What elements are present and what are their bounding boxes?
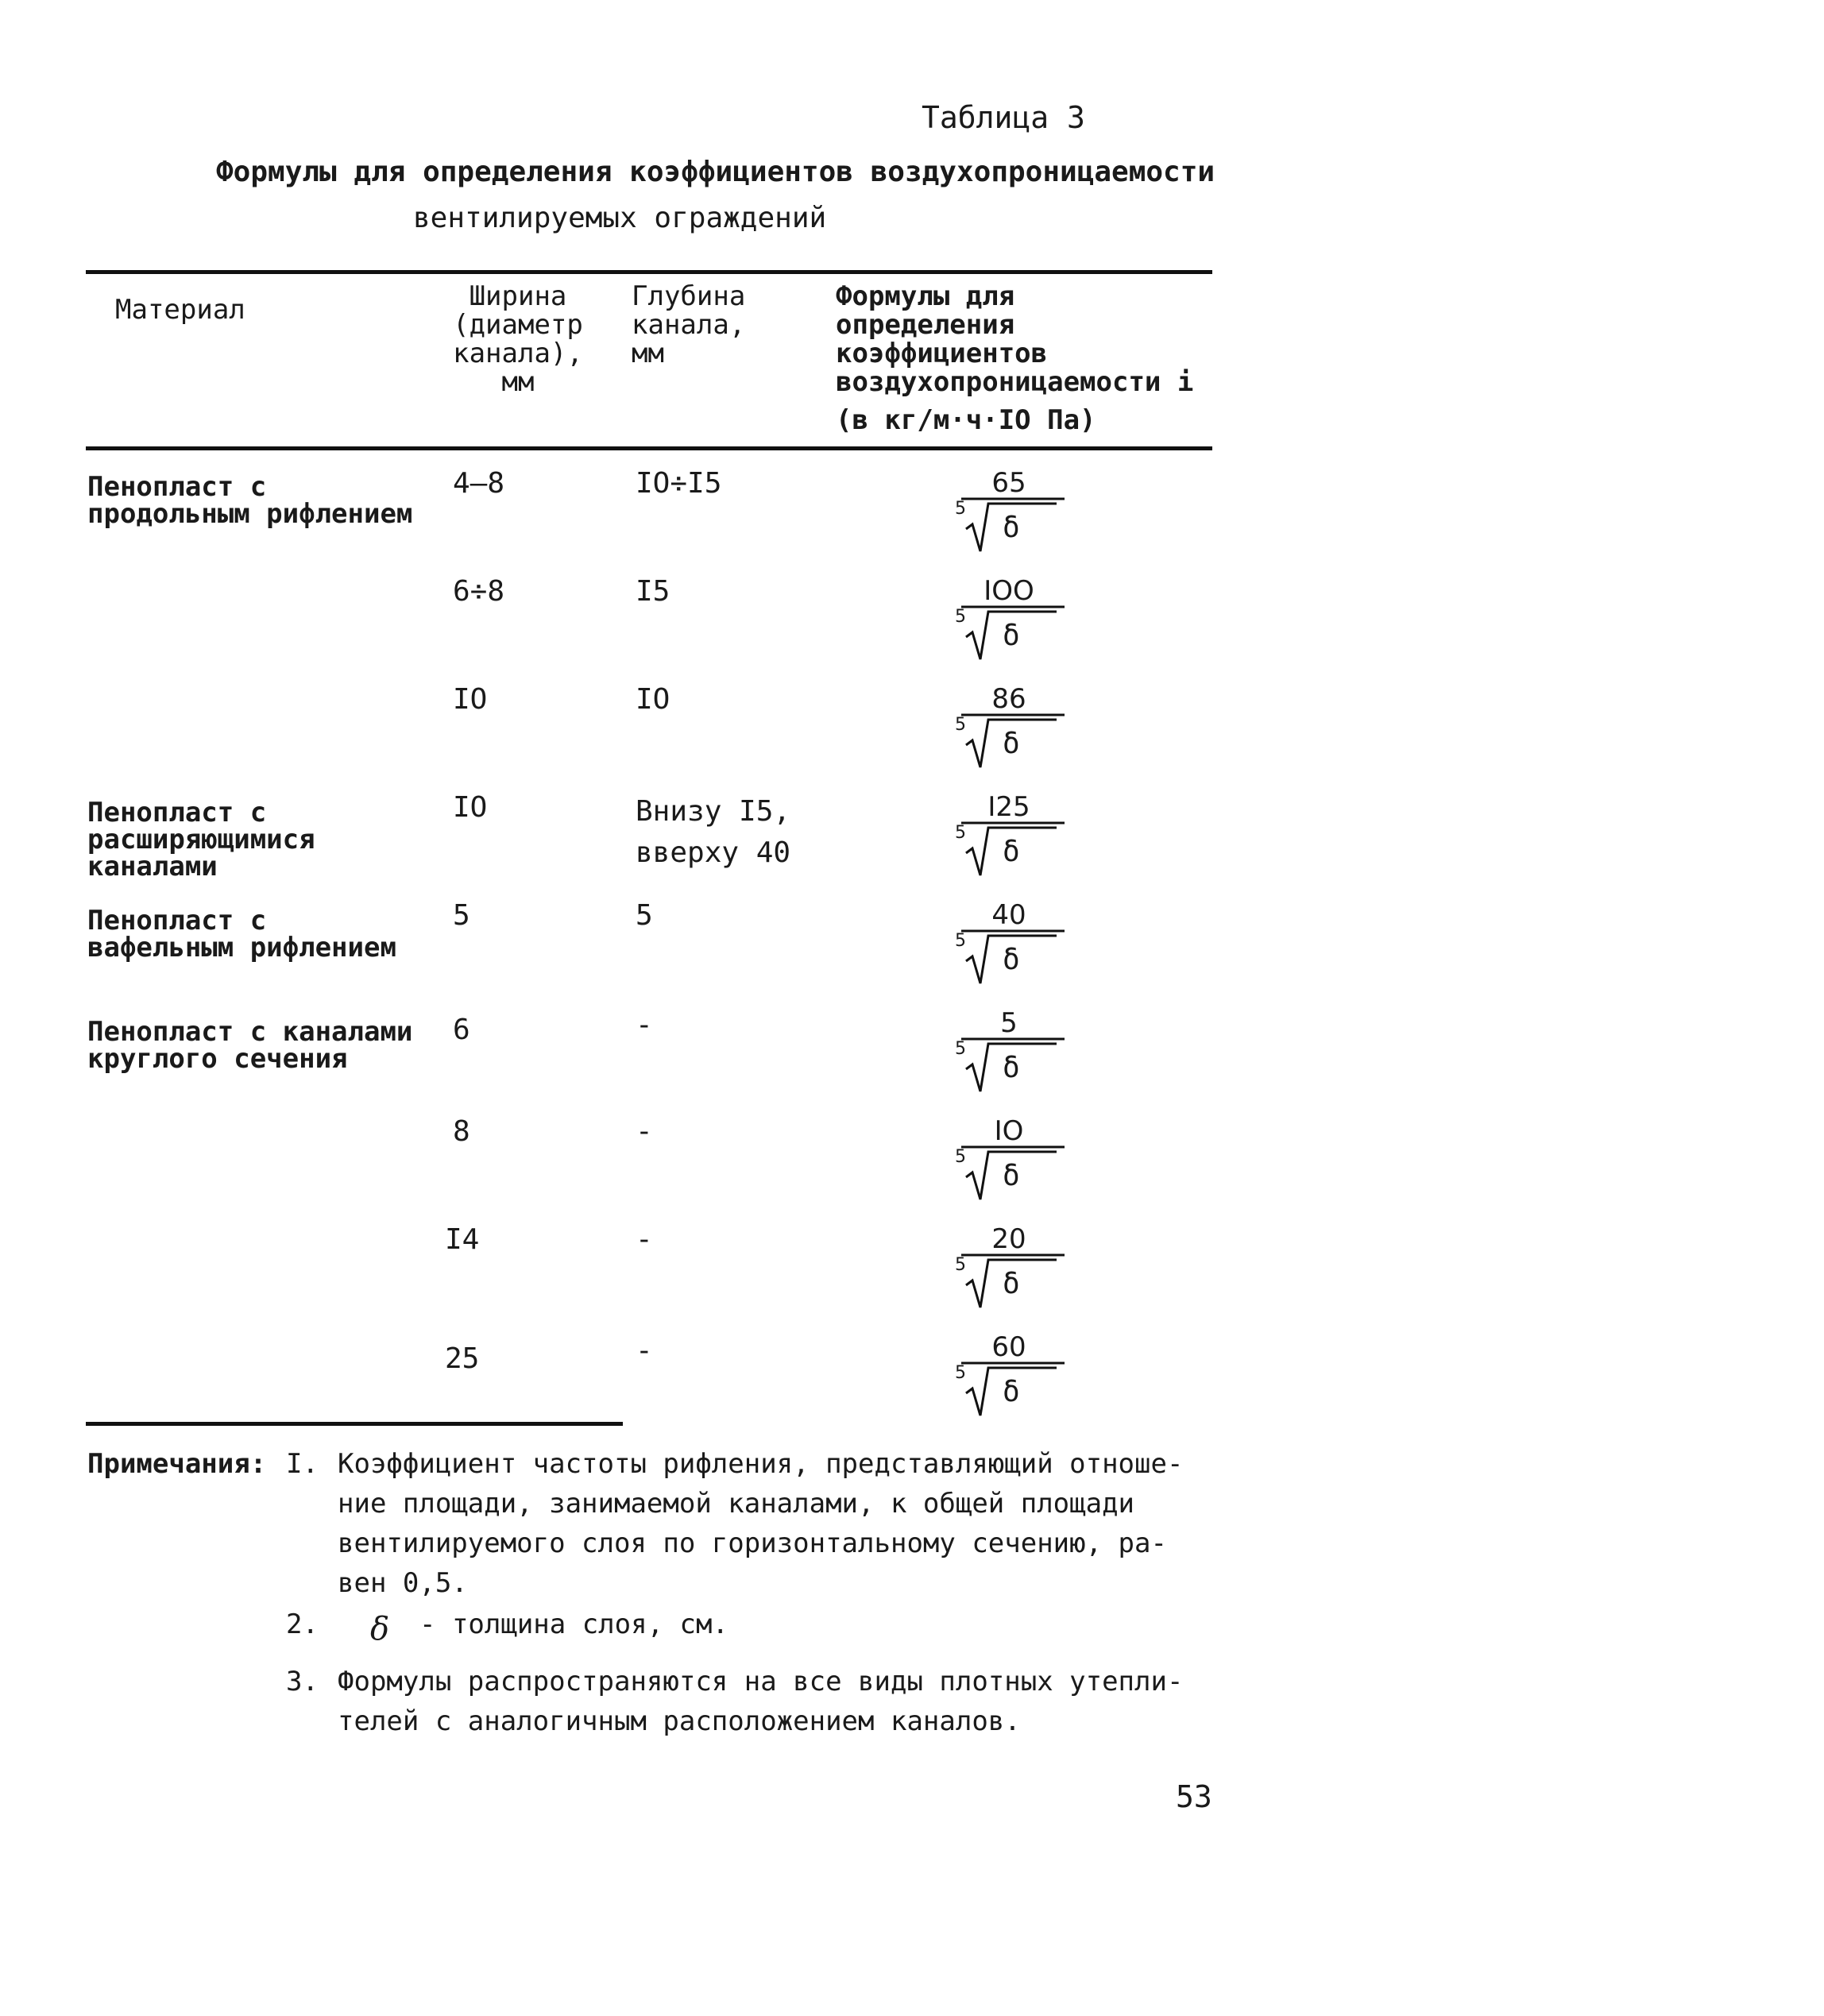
depth-cell: Внизу I5, вверху 40 (636, 795, 791, 869)
formula-numerator: IO (994, 1115, 1024, 1147)
formula-cell (955, 575, 1088, 678)
table-label: Таблица 3 (922, 100, 1085, 135)
radicand: δ (1003, 1268, 1020, 1300)
root-index: 5 (955, 499, 966, 519)
material-cell: Пенопласт с расширяющимися каналами (87, 797, 315, 882)
note-2-text: - толщина слоя, см. (419, 1609, 728, 1640)
width-cell: 6 (453, 1014, 470, 1046)
radicand: δ (1003, 1376, 1020, 1408)
formula-numerator: 86 (991, 683, 1026, 715)
root-index: 5 (955, 607, 966, 627)
formula-cell (955, 1223, 1088, 1327)
depth-cell: - (636, 1009, 653, 1041)
formula-numerator: 60 (991, 1331, 1026, 1363)
formula-cell (955, 467, 1088, 570)
radicand: δ (1003, 836, 1020, 868)
header-formula-unit: (в кг/м·ч·IO Па) (836, 404, 1096, 436)
depth-cell: 5 (636, 899, 653, 932)
note-1-line2: ние площади, занимаемой каналами, к общей площади (338, 1488, 1135, 1520)
material-cell: Пенопласт с вафельным рифлением (87, 905, 396, 964)
radicand: δ (1003, 1052, 1020, 1084)
formula-cell (955, 1007, 1088, 1110)
header-formula-text: Формулы для определения коэффициентов воздухопроницаемости i (836, 280, 1194, 398)
root-index: 5 (955, 931, 966, 951)
formula-numerator: 5 (1000, 1007, 1018, 1039)
root-index: 5 (955, 715, 966, 735)
header-depth: Глубина канала, мм (632, 280, 746, 369)
note-2-symbol: δ (370, 1611, 390, 1647)
formula-numerator: 40 (991, 899, 1026, 931)
table-bottom-rule (86, 1422, 623, 1426)
radicand: δ (1003, 728, 1020, 760)
formula-numerator: I25 (987, 791, 1030, 823)
width-cell: 4–8 (453, 467, 505, 500)
header-material: Материал (115, 294, 245, 326)
radicand: δ (1003, 944, 1020, 976)
note-3-line1: Формулы распространяются на все виды плотных утепли- (338, 1666, 1184, 1697)
formula-cell (955, 899, 1088, 1002)
note-1-number: I. (286, 1448, 319, 1480)
width-cell: IO (453, 683, 488, 716)
formula-numerator: 65 (991, 467, 1026, 499)
formula-cell (955, 1115, 1088, 1218)
formula-cell (955, 683, 1088, 786)
note-1-line1: Коэффициент частоты рифления, представляющий отноше- (338, 1448, 1184, 1480)
radicand: δ (1003, 620, 1020, 652)
header-bottom-rule (86, 446, 1212, 450)
formula-numerator: 20 (991, 1223, 1026, 1255)
note-2-number: 2. (286, 1609, 319, 1640)
root-index: 5 (955, 1255, 966, 1275)
radicand: δ (1003, 1160, 1020, 1192)
table-title-line1: Формулы для определения коэффициентов воздухопроницаемости (216, 156, 1215, 188)
depth-cell: - (636, 1334, 653, 1367)
header-width: Ширина (диаметр канала), мм (453, 280, 583, 398)
width-cell: I4 (445, 1223, 480, 1256)
depth-cell: - (636, 1223, 653, 1256)
root-index: 5 (955, 1039, 966, 1059)
material-cell: Пенопласт с продольным рифлением (87, 471, 413, 530)
root-index: 5 (955, 823, 966, 843)
note-3-line2: телей с аналогичным расположением каналов. (338, 1705, 1021, 1737)
note-1-line4: вен 0,5. (338, 1567, 468, 1599)
width-cell: IO (453, 791, 488, 824)
width-cell: 25 (445, 1342, 480, 1375)
formula-numerator: IOO (983, 575, 1034, 607)
width-cell: 6÷8 (453, 575, 505, 608)
note-1-line3: вентилируемого слоя по горизонтальному сечению, ра- (338, 1527, 1167, 1559)
radicand: δ (1003, 512, 1020, 544)
header-formula (836, 282, 1209, 434)
page-number: 53 (1176, 1779, 1212, 1814)
formula-cell (955, 791, 1088, 894)
notes-label: Примечания: (87, 1448, 267, 1480)
root-index: 5 (955, 1363, 966, 1383)
table-top-rule (86, 270, 1212, 274)
table-title-line2: вентилируемых ограждений (413, 202, 827, 234)
depth-cell: IO (636, 683, 670, 716)
formula-cell (955, 1331, 1088, 1435)
material-cell: Пенопласт с каналами круглого сечения (87, 1016, 413, 1075)
width-cell: 8 (453, 1115, 470, 1148)
note-3-number: 3. (286, 1666, 319, 1697)
root-index: 5 (955, 1147, 966, 1167)
depth-cell: I5 (636, 575, 670, 608)
depth-cell: IO÷I5 (636, 467, 722, 500)
depth-cell: - (636, 1115, 653, 1148)
width-cell: 5 (453, 899, 470, 932)
